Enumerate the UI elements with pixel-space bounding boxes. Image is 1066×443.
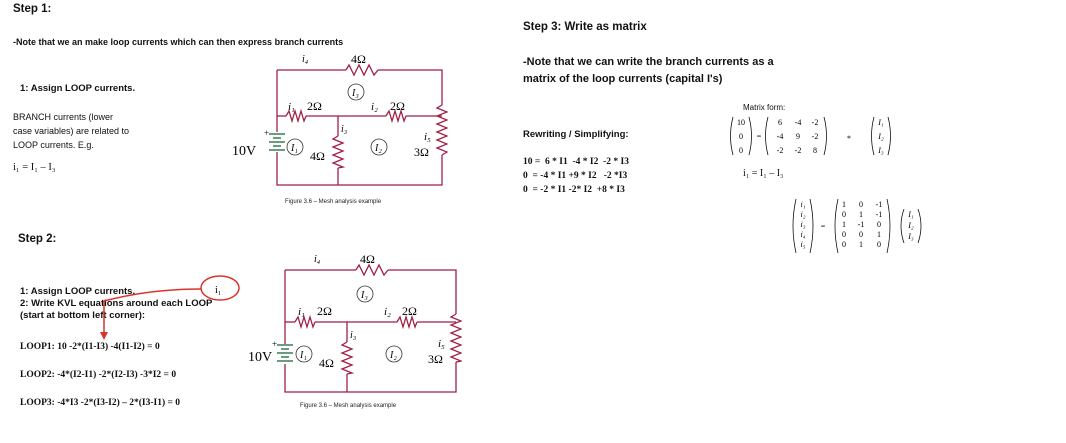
matrix-form-label: Matrix form: <box>743 103 786 112</box>
svg-text:=: = <box>820 222 826 231</box>
loop1-label: I₁ <box>291 143 298 154</box>
svg-text:i₂: i₂ <box>800 210 806 219</box>
right-branch-label: i₂ <box>371 101 378 113</box>
callout-label: i₁ <box>215 285 222 296</box>
step3-note: -Note that we can write the branch currents as a matrix of the loop currents (capital I's) <box>523 56 774 85</box>
svg-text:1: 1 <box>859 240 863 249</box>
svg-text:-1: -1 <box>857 220 865 229</box>
svg-text:I₁: I₁ <box>908 210 914 219</box>
svg-text:i₅: i₅ <box>800 240 806 249</box>
svg-text:-2: -2 <box>776 146 784 155</box>
figure-caption-1: Figure 3.6 – Mesh analysis example <box>285 199 382 205</box>
top-branch-label-2: i₄ <box>314 254 321 265</box>
figure-caption-2: Figure 3.6 – Mesh analysis example <box>300 403 397 409</box>
svg-text:0: 0 <box>739 132 743 141</box>
loop3-label: I₃ <box>352 88 359 99</box>
svg-text:+: + <box>264 128 270 138</box>
loop2-label-2: I₂ <box>390 350 397 361</box>
svg-text:-4: -4 <box>776 132 784 141</box>
mid-resistor-label-2: 4Ω <box>319 356 334 370</box>
simplified-eq-3: 0 = -2 * I1 -2* I2 +8 * I3 <box>523 185 625 195</box>
left-branch-label: i₁ <box>288 101 295 113</box>
svg-text:I₂: I₂ <box>878 132 884 141</box>
step3-title: Step 3: Write as matrix <box>523 21 647 33</box>
svg-text:i₃: i₃ <box>800 220 806 229</box>
loop1-label-2: I₁ <box>300 350 307 361</box>
svg-text:I₁: I₁ <box>878 118 884 127</box>
top-branch-label: i₄ <box>302 54 309 65</box>
right-outer-resistor-label-2: 3Ω <box>428 352 443 366</box>
svg-text:-2: -2 <box>811 132 819 141</box>
svg-text:0: 0 <box>859 230 863 239</box>
svg-text:1: 1 <box>877 230 881 239</box>
svg-text:-1: -1 <box>875 200 883 209</box>
loop2-label: I₂ <box>375 143 382 154</box>
loop1-equation: LOOP1: 10 -2*(I1-I3) -4(I1-I2) = 0 <box>20 342 160 352</box>
svg-text:10: 10 <box>737 118 745 127</box>
loop2-equation: LOOP2: -4*(I2-I1) -2*(I2-I3) -3*I2 = 0 <box>20 370 177 380</box>
simplified-eq-1: 10 = 6 * I1 -4 * I2 -2 * I3 <box>523 157 629 167</box>
svg-text:-2: -2 <box>794 146 802 155</box>
step1-branch-text: BRANCH currents (lower case variables) are related to LOOP currents. E.g. <box>13 112 130 150</box>
right-outer-resistor-label: 3Ω <box>414 145 429 159</box>
svg-text:1: 1 <box>842 220 846 229</box>
svg-text:0: 0 <box>842 210 846 219</box>
svg-text:I₃: I₃ <box>908 232 914 241</box>
right-resistor-label: 2Ω <box>390 99 405 113</box>
matrix-equation <box>728 114 898 158</box>
step1-relation: i₁ = I₁ – I₃ <box>13 162 56 173</box>
loop3-label-2: I₃ <box>361 290 368 301</box>
top-resistor-label-2: 4Ω <box>360 252 375 266</box>
branch-matrix-equation <box>788 197 938 255</box>
svg-text:+: + <box>272 339 278 349</box>
svg-text:i₁: i₁ <box>800 200 806 209</box>
svg-text:9: 9 <box>796 132 800 141</box>
svg-text:I₂: I₂ <box>908 221 914 230</box>
svg-text:0: 0 <box>877 240 881 249</box>
step2-title: Step 2: <box>18 233 57 245</box>
right-branch-label-2: i₂ <box>384 306 391 318</box>
step1-title: Step 1: <box>13 3 52 15</box>
step3-relation: i₁ = I₁ – I₃ <box>743 168 784 179</box>
mid-resistor-label: 4Ω <box>310 149 325 163</box>
left-resistor-label-2: 2Ω <box>317 304 332 318</box>
svg-text:-2: -2 <box>811 118 819 127</box>
left-resistor-label: 2Ω <box>307 99 322 113</box>
svg-text:0: 0 <box>877 220 881 229</box>
step2-items: 1: Assign LOOP currents. 2: Write KVL equations around each LOOP (start at bottom left corner): <box>20 286 213 321</box>
step1-assign: 1: Assign LOOP currents. <box>20 83 136 94</box>
top-resistor-label: 4Ω <box>351 52 366 66</box>
svg-text:-1: -1 <box>875 210 883 219</box>
svg-text:I₃: I₃ <box>878 146 884 155</box>
svg-text:0: 0 <box>842 240 846 249</box>
rewriting-label: Rewriting / Simplifying: <box>523 129 629 140</box>
mid-branch-label: i₃ <box>341 124 348 135</box>
right-resistor-label-2: 2Ω <box>402 304 417 318</box>
circuit-figure-1 <box>228 50 448 210</box>
svg-text:1: 1 <box>859 210 863 219</box>
mid-branch-label-2: i₃ <box>350 330 357 341</box>
svg-text:*: * <box>847 134 851 143</box>
svg-text:i₄: i₄ <box>800 230 806 239</box>
source-label: 10V <box>232 144 257 159</box>
source-label-2: 10V <box>248 350 273 365</box>
step1-note: -Note that we an make loop currents which can then express branch currents <box>13 37 344 47</box>
loop3-equation: LOOP3: -4*I3 -2*(I3-I2) – 2*(I3-I1) = 0 <box>20 398 181 408</box>
callout-annotation <box>80 274 245 344</box>
svg-text:6: 6 <box>778 118 782 127</box>
svg-text:0: 0 <box>739 146 743 155</box>
svg-text:0: 0 <box>842 230 846 239</box>
svg-text:1: 1 <box>842 200 846 209</box>
right-outer-branch-label: i₅ <box>424 131 431 143</box>
svg-text:-4: -4 <box>794 118 802 127</box>
circuit-figure-2 <box>232 244 462 404</box>
simplified-eq-2: 0 = -4 * I1 +9 * I2 -2 *I3 <box>523 171 628 181</box>
left-branch-label-2: i₁ <box>298 306 305 318</box>
svg-text:8: 8 <box>813 146 817 155</box>
svg-text:0: 0 <box>859 200 863 209</box>
svg-text:=: = <box>756 132 762 141</box>
right-outer-branch-label-2: i₅ <box>438 338 445 350</box>
